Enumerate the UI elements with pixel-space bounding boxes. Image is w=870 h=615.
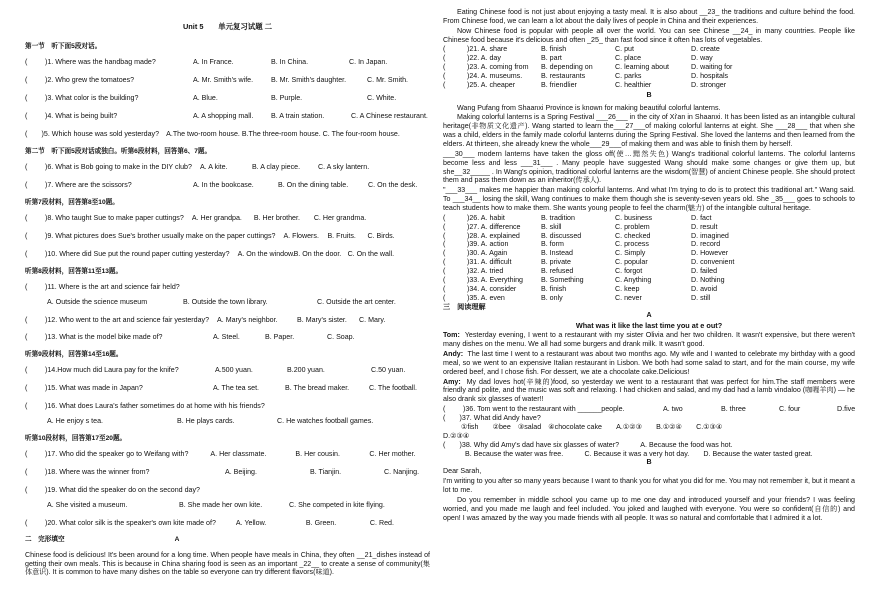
letter-paragraph-2: Do you remember in middle school you came up to me one day and introduced yourself and your friends? I was feeling worried, and you made me laugh and feel included. You joked and laughed with everyone. You were so confident(自信的) and open! I was amazed by the way you made friends with all people. It was so natural and comfortable that I admired it a lot.	[443, 495, 855, 522]
question-6: ( )6. What is Bob going to make in the DIY club? A. A kite. B. A clay piece. C. A sky lantern.	[25, 163, 370, 172]
option-row: ( )34. A. consider B. finish C. keep D. avoid	[443, 284, 718, 293]
section-heading: 听第8段材料，回答第11至13题。	[25, 267, 123, 275]
cloze-b-paragraph-2: Making colorful lanterns is a Spring Festival ___26___ in the city of Xi'an in Shaanxi. It has been listed as an intangible cultural heritage(非物质文化遗产). Wang started to learn the___27___of making colorful lanterns at eight. She ___28___ that when she was a child, elders in the family made colorful lanterns during the Spring Festival. She loved the lanterns and then learned from the elders. At thirteen, she already knew the whole___29___of making them and was able to finish them by herself.	[443, 113, 855, 149]
option-row: ( )33. A. Everything B. Something C. Anything D. Nothing	[443, 275, 725, 284]
cloze-a-paragraph: Chinese food is delicious! It's been around for a long time. When people have meals in China, they often __21_dishes instead of getting their own meals. This is because in China sharing food is seen as an important _22__ to create a sense of community(集体意识). It is common to have many dishes on the table so everyone can try different flavors(味道).	[25, 550, 430, 577]
right-column	[443, 8, 855, 523]
section-label-b: B	[646, 90, 652, 99]
question-13: ( )13. What is the model bike made of? A. Steel. B. Paper. C. Soap.	[25, 333, 355, 342]
question-12: ( )12. Who went to the art and science fair yesterday? A. Mary's neighbor. B. Mary's sister. C. Mary.	[25, 315, 386, 324]
option-row: ( )35. A. even B. only C. never D. still	[443, 293, 711, 302]
question-14: ( )14.How much did Laura pay for the knife? A.500 yuan. B.200 yuan. C.50 yuan.	[25, 366, 406, 375]
question-2: ( )2. Who grew the tomatoes? A. Mr. Smith's wife. B. Mr. Smith's daughter. C. Mr. Smith.	[25, 76, 408, 85]
question-17: ( )17. Who did the speaker go to Weifang with? A. Her classmate. B. Her cousin. C. Her mother.	[25, 450, 416, 459]
tom-paragraph: Tom: Yesterday evening, I went to a restaurant with my sister Olivia and her two children. It wasn't expensive, but there weren't many dishes on the menu. We all had some burgers and drank milk. It wasn't good.	[443, 331, 855, 349]
question-37-items: ①fish ②bee ③salad ④chocolate cake A.①②③ B.①②④ C.①③④	[461, 422, 723, 431]
question-11: ( )11. Where is the art and science fair held?	[25, 282, 180, 291]
option-row: ( )31. A. difficult B. private C. popular D. convenient	[443, 258, 735, 267]
option-row: ( )39. A. action B. form C. process D. record	[443, 240, 721, 249]
question-9: ( )9. What pictures does Sue's brother usually make on the paper cuttings? A. Flowers. B. Fruits. C. Birds.	[25, 231, 395, 240]
letter-greeting: Dear Sarah,	[443, 467, 482, 476]
option-row: ( )24. A. museums. B. restaurants C. parks D. hospitals	[443, 72, 729, 81]
section-heading: 第二节 听下面5段对话或独白。听第6段材料，回答第6、7题。	[25, 147, 212, 155]
cloze-b-paragraph-3: ___30___ modern lanterns have taken the gloss off(使…黯然失色) Wang's traditional colorful lanterns. The colorful lanterns become less and less ___31___ . Many people have suggested Wang should make some changes or give them up, but she__32_____ . In Wang's opinion, traditional colorful lanterns are the wisdom(智慧) of ancient Chinese people. She should protect them and pass them down as an inheritor(传承人).	[443, 149, 855, 185]
question-38: ( )38. Why did Amy's dad have six glasses of water? A. Because the food was hot.	[443, 440, 733, 449]
question-5: ( )5. Which house was sold yesterday? A.The two-room house. B.The three-room house. C. The four-room house.	[25, 129, 400, 138]
option-row: ( )27. A. difference B. skill C. problem D. result	[443, 222, 718, 231]
section-heading: 听第7段材料，回答第8至10题。	[25, 198, 119, 206]
question-8: ( )8. Who taught Sue to make paper cuttings? A. Her grandpa. B. Her brother. C. Her grandma.	[25, 213, 367, 222]
left-column	[25, 22, 430, 578]
section-heading: 第一节 听下面5段对话。	[25, 43, 102, 51]
option-row: ( )30. A. Again B. Instead C. Simply D. However	[443, 249, 729, 258]
question-1: ( )1. Where was the handbag made? A. In France. B. In China. C. In Japan.	[25, 58, 388, 67]
question-37: ( )37. What did Andy have?	[443, 414, 541, 423]
section-heading: 听第9段材料，回答第14至16题。	[25, 351, 123, 359]
option-row: ( )25. A. cheaper B. friendlier C. healthier D. stronger	[443, 80, 727, 89]
question-38-options: B. Because the water was free. C. Because it was a very hot day. D. Because the water tasted great.	[465, 449, 813, 458]
cloze-a-options	[443, 45, 855, 89]
option-row: ( )28. A. explained B. discussed C. checked D. imagined	[443, 231, 729, 240]
question-20: ( )20. What color silk is the speaker's own kite made of? A. Yellow. B. Green. C. Red.	[25, 518, 394, 527]
question-37-option-d: D.②③④	[443, 431, 470, 440]
cloze-b-paragraph-1: Wang Pufang from Shaanxi Province is known for making beautiful colorful lanterns.	[457, 103, 721, 112]
cloze-a-paragraph-2: Eating Chinese food is not just about enjoying a tasty meal. It is also about __23_ the traditions and culture behind the food. From Chinese food, we can learn a lot about the daily lives of people in China and their experiences.	[443, 8, 855, 25]
question-16: ( )16. What does Laura's father sometimes do at home with his friends?	[25, 402, 265, 411]
cloze-b-paragraph-4: "___33___ makes me happier than making colorful lanterns. And what I'm trying to do is to protect this traditional art." Wang said. To ___34__ losing the skill, Wang continues to make them though she is seventy-seven years old. She _35___ goes to schools to teach students how to make them. She wants young people to feel the charm(魅力) of the intangible cultural heritage.	[443, 186, 855, 213]
question-16-options: A. He enjoy s tea. B. He plays cards. C. He watches football games.	[47, 417, 374, 426]
option-row: ( )22. A. day B. part C. place D. way	[443, 54, 713, 63]
question-7: ( )7. Where are the scissors? A. In the bookcase. B. On the dining table. C. On the desk.	[25, 180, 418, 189]
reading-title: What was it like the last time you at e out?	[575, 321, 723, 331]
question-19: ( )19. What did the speaker do on the second day?	[25, 485, 200, 494]
option-row: ( )23. A. coming from B. depending on C. learning about D. waiting for	[443, 63, 733, 72]
reading-b-label: B	[646, 458, 652, 467]
page-title: Unit 5 单元复习试题 二	[182, 22, 273, 31]
option-row: ( )32. A. tried B. refused C. forgot D. failed	[443, 267, 718, 276]
cloze-a-paragraph-3: Now Chinese food is popular with people all over the world. You can see Chinese __24_ in many countries. People like Chinese food because it's delicious and often _25_ than fast food since it often has lots of vegetables.	[443, 26, 855, 44]
question-19-options: A. She visited a museum. B. She made her own kite. C. She competed in kite flying.	[47, 500, 385, 509]
reading-a-label: A	[646, 311, 652, 320]
question-10: ( )10. Where did Sue put the round paper cutting yesterday? A. On the window.B. On the door. C. On the wall.	[25, 249, 395, 258]
question-36: ( )36. Tom went to the restaurant with ______people. A. two B. three C. four D.five	[443, 405, 856, 414]
question-4: ( )4. What is being built? A. A shopping mall. B. A train station. C. A Chinese restaurant.	[25, 112, 428, 121]
andy-paragraph: Andy: The last time I went to a restaurant was about two months ago. My wife and I wanted to celebrate my birthday with a good meal, so we went to an expensive Italian restaurant in Lisbon. We both had some salad to start, and for the main course, my wife ordered beef, and I chose fish. For dessert, we ate a chocolate cake.Delicious!	[443, 350, 855, 376]
question-3: ( )3. What color is the building? A. Blue. B. Purple. C. White.	[25, 94, 397, 103]
amy-paragraph: Amy: My dad loves hot(辛辣的)food, so yesterday we went to a restaurant that was perfect for him.The staff members were friendly and polite, and the music was soft and relaxing. I had chicken and salad, and my dad had a lamb vindaloo (咖喱羊肉) — he also drank six glasses of water!!	[443, 377, 855, 404]
question-11-options: A. Outside the science museum B. Outside the town library. C. Outside the art center.	[47, 297, 396, 306]
option-row: ( )21. A. share B. finish C. put D. create	[443, 45, 720, 54]
cloze-heading: 二 完形填空 A	[25, 536, 180, 544]
option-row: ( )26. A. habit B. tradition C. business D. fact	[443, 213, 712, 222]
question-18: ( )18. Where was the winner from? A. Beijing. B. Tianjin. C. Nanjing.	[25, 467, 420, 476]
section-heading: 听第10段材料，回答第17至20题。	[25, 434, 127, 442]
cloze-b-options	[443, 214, 855, 303]
reading-heading: 三 阅读理解	[443, 302, 486, 311]
letter-paragraph-1: I'm writing to you after so many years because I want to thank you for what you did for me. You may not remember it, but it meant a lot to me.	[443, 477, 855, 494]
question-15: ( )15. What was made in Japan? A. The tea set. B. The bread maker. C. The football.	[25, 384, 417, 393]
